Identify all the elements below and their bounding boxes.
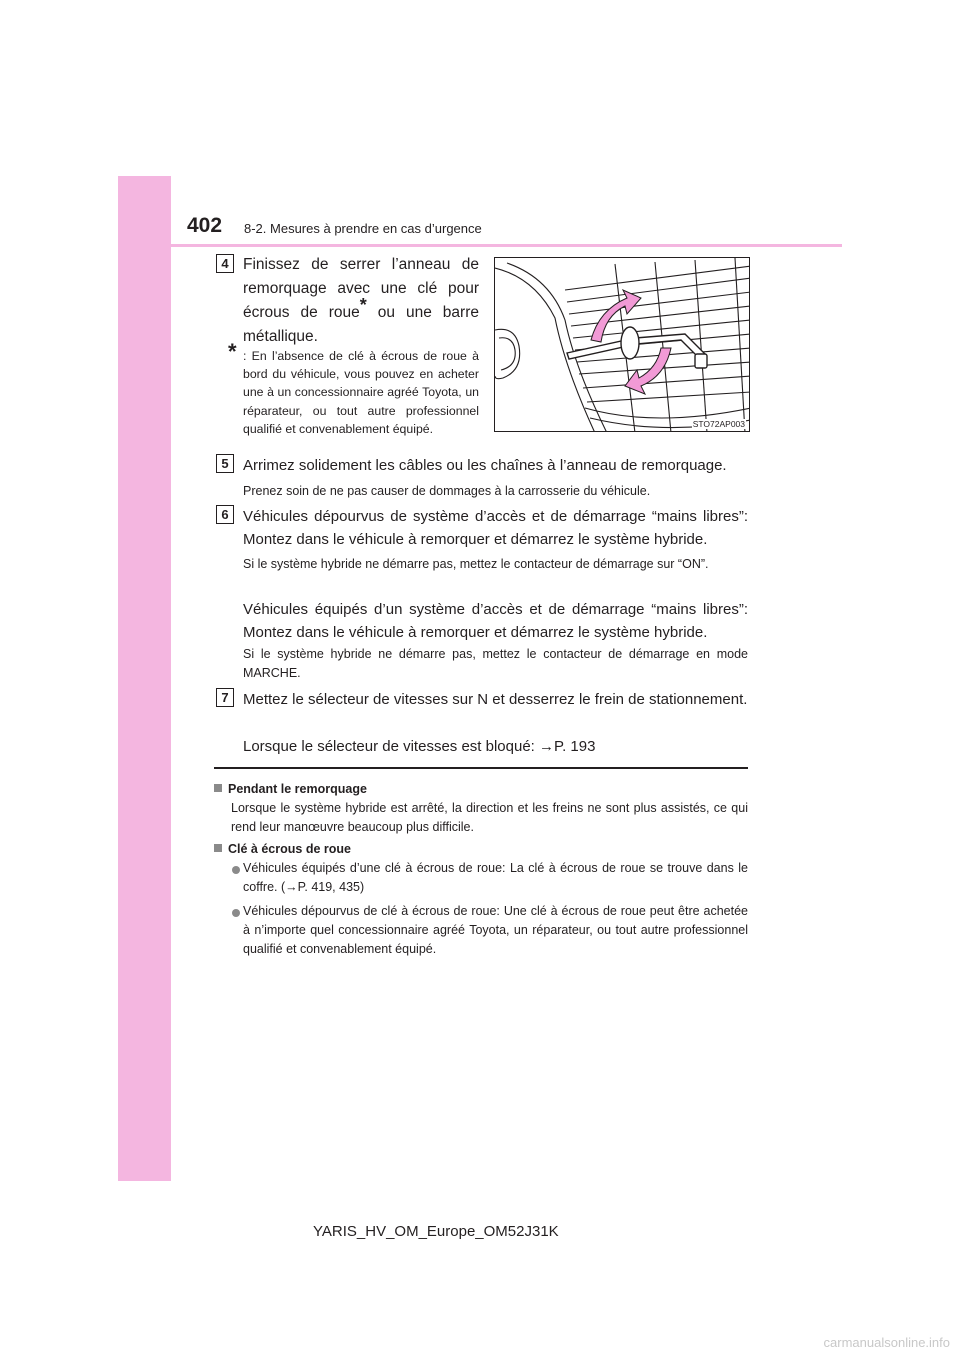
watermark: carmanualsonline.info [823,1335,950,1350]
section-title: 8-2. Mesures à prendre en cas d’urgence [244,221,482,236]
step-number-7: 7 [216,688,234,707]
step-4-text-b: ou une barre métallique. [243,304,479,345]
grille-wrench-drawing [495,258,750,432]
step-7-text-2: Lorsque le sélecteur de vitesses est bloqué: →P. 193 [243,738,596,755]
step-6-subtext-2: Si le système hybride ne démarre pas, mettez le contacteur de démarrage en mode MARCHE. [243,647,748,680]
step-7-text: Mettez le sélecteur de vitesses sur N et desserrez le frein de stationnement. [243,691,748,708]
step-number-5: 5 [216,454,234,473]
note-towing-text: Lorsque le système hybride est arrêté, la direction et les freins ne sont plus assistés, ce qui rend leur manœuvre beaucoup plus difficile. [231,801,748,834]
note-square-icon [214,844,222,852]
footnote-mark: * [228,339,237,364]
figure-code: STO72AP003 [692,419,745,429]
note-heading-wrench [214,840,351,858]
bullet-dot-icon [232,909,240,917]
note-square-icon [214,784,222,792]
step-5-text: Arrimez solidement les câbles ou les chaînes à l’anneau de remorquage. [243,457,727,474]
footnote-star: * [359,295,367,315]
note-wrench-bullet-2: Véhicules dépourvus de clé à écrous de roue: Une clé à écrous de roue peut être achetée à n’importe quel concessionnaire agréé Toyota, un réparateur, ou tout autre professionnel qualifié et convenablement équipé. [243,904,748,956]
note-wrench-bullet-1: Véhicules équipés d’une clé à écrous de roue: La clé à écrous de roue se trouve dans le coffre. (→P. 419, 435) [243,861,748,894]
step-5-subtext: Prenez soin de ne pas causer de dommages à la carrosserie du véhicule. [243,484,651,498]
manual-code: YARIS_HV_OM_Europe_OM52J31K [313,1223,559,1240]
page-number: 402 [187,214,223,237]
step-6-text: Véhicules dépourvus de système d’accès et de démarrage “mains libres”: Montez dans le véhicule à remorquer et démarrez le système hybride. [243,508,748,548]
note-heading-text: Clé à écrous de roue [228,842,351,856]
bullet-dot-icon [232,866,240,874]
step-4-text [243,253,479,349]
step-number-4: 4 [216,254,234,273]
side-color-band [118,176,171,1181]
step-4-text-a: Finissez de serrer l’anneau de remorquage avec une clé pour écrous de roue [243,256,479,321]
section-divider [214,767,748,769]
header-rule [171,244,842,247]
step-number-6: 6 [216,505,234,524]
note-heading-text: Pendant le remorquage [228,782,367,796]
step-6-subtext: Si le système hybride ne démarre pas, mettez le contacteur de démarrage sur “ON”. [243,557,709,571]
footnote-text: : En l’absence de clé à écrous de roue à bord du véhicule, vous pouvez en acheter une à un concessionnaire agréé Toyota, un réparateur, ou tout autre professionnel qualifié et convenablement équipé. [243,349,479,436]
note-heading-towing [214,780,367,798]
towing-eye-illustration [494,257,750,432]
step-6-text-2: Véhicules équipés d’un système d’accès et de démarrage “mains libres”: Montez dans le véhicule à remorquer et démarrez le système hybride. [243,601,748,641]
